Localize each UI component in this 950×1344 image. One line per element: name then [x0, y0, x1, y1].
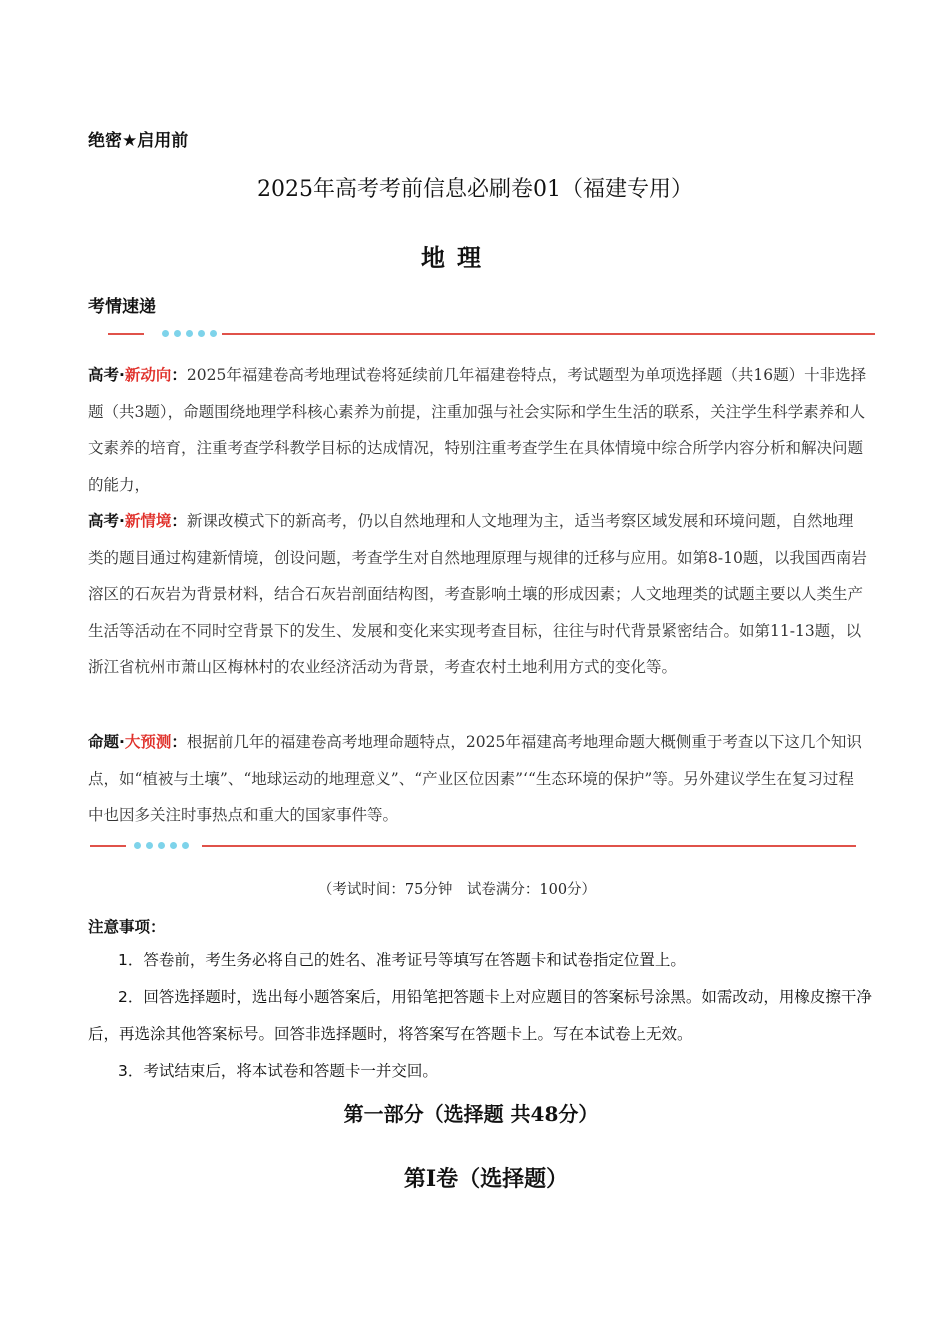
briefing-paragraph-3 [88, 724, 868, 834]
briefing-label-2: 高考·新情境： [88, 512, 187, 530]
briefing-paragraph-1 [88, 357, 868, 503]
briefing-paragraph-2 [88, 503, 868, 686]
briefing-text-2: 新课改模式下的新高考，仍以自然地理和人文地理为主，适当考察区域发展和环境问题，自然地理类的题目通过构建新情境，创设问题，考查学生对自然地理原理与规律的迁移与应用。如第8-10题，以我国西南岩溶区的石灰岩为背景材料，结合石灰岩剖面结构图，考查影响土壤的形成因素；人文地理类的试题主要以人类生产生活等活动在不同时空背景下的发生、发展和变化来实现考查目标，往往与时代背景紧密结合。如第11-13题，以浙江省杭州市萧山区梅林村的农业经济活动为背景，考查农村土地利用方式的变化等。 [88, 512, 867, 676]
notice-item: 1．答卷前，考生务必将自己的姓名、准考证号等填写在答题卡和试卷指定位置上。 [118, 951, 686, 969]
paper-title: 2025年高考考前信息必刷卷01（福建专用） [257, 177, 693, 202]
volume-heading: 第Ⅰ卷（选择题） [403, 1166, 569, 1192]
briefing-text-3: 根据前几年的福建卷高考地理命题特点，2025年福建高考地理命题大概侧重于考查以下这几个知识点，如“植被与土壤”、“地球运动的地理意义”、“产业区位因素”‘“生态环境的保护”等。另外建议学生在复习过程中也因多关注时事热点和重大的国家事件等。 [88, 733, 862, 824]
notice-title: 注意事项： [88, 918, 166, 936]
briefing-text-1: 2025年福建卷高考地理试卷将延续前几年福建卷特点，考试题型为单项选择题（共16题）十非选择题（共3题），命题围绕地理学科核心素养为前提，注重加强与社会实际和学生生活的联系，关注学生科学素养和人文素养的培育，注重考查学科教学目标的达成情况，特别注重考查学生在具体情境中综合所学内容分析和解决问题的能力， [88, 366, 867, 494]
briefing-label-3: 命题·大预测： [88, 733, 187, 751]
part-heading: 第一部分（选择题 共48分） [343, 1102, 599, 1126]
notice-item: 2．回答选择题时，选出每小题答案后，用铅笔把答题卡上对应题目的答案标号涂黑。如需改动，用橡皮擦干净后，再选涂其他答案标号。回答非选择题时，将答案写在答题卡上。写在本试卷上无效。 [88, 988, 872, 1043]
subject-title: 地理 [421, 243, 493, 272]
bottom-divider [0, 840, 950, 852]
section-heading: 考情速递 [88, 297, 156, 317]
confidential-mark: 绝密★启用前 [88, 131, 189, 151]
notice-item: 3．考试结束后，将本试卷和答题卡一并交回。 [118, 1062, 438, 1080]
briefing-label-1: 高考·新动向： [88, 366, 187, 384]
notice-list [88, 942, 878, 1090]
exam-info: （考试时间：75分钟 试卷满分：100分） [317, 882, 597, 898]
top-divider [0, 328, 950, 340]
